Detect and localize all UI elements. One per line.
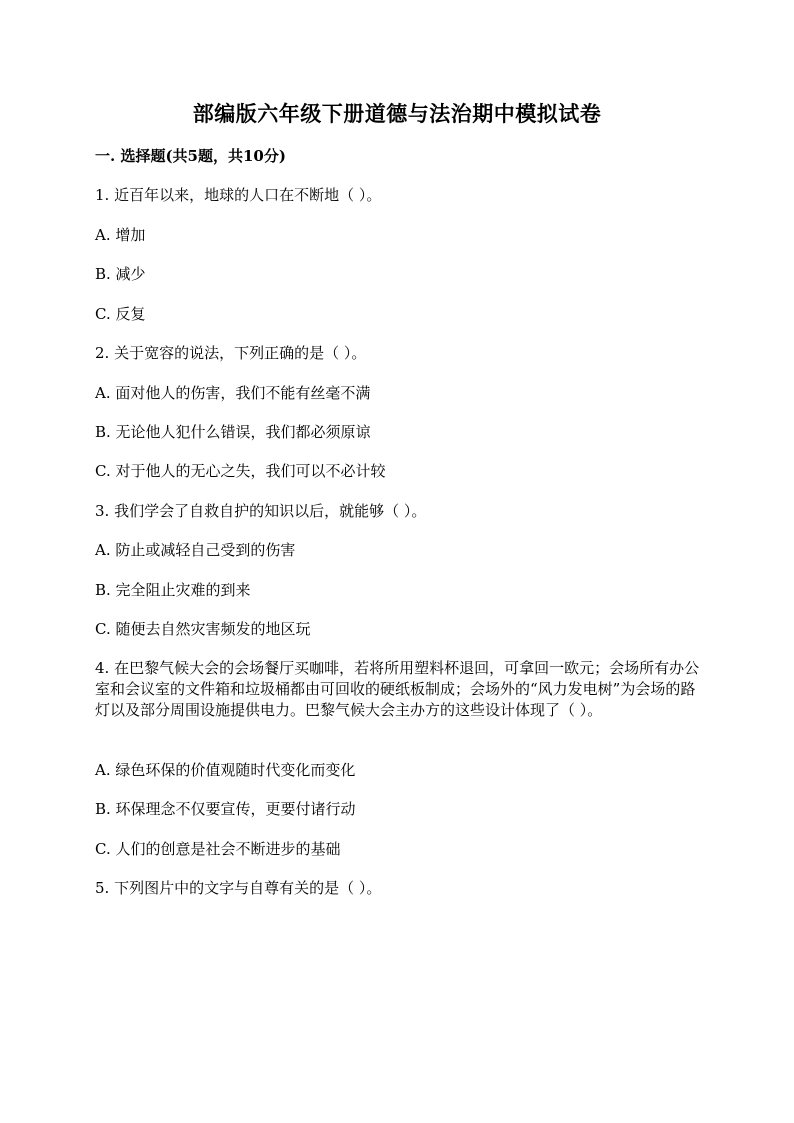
question-1-option-b: B. 减少 [95,265,146,283]
question-3-option-a: A. 防止或减轻自己受到的伤害 [95,541,296,559]
page-title: 部编版六年级下册道德与法治期中模拟试卷 [192,101,602,126]
question-5-stem: 5. 下列图片中的文字与自尊有关的是（ ）。 [95,879,382,897]
question-4-option-a: A. 绿色环保的价值观随时代变化而变化 [95,761,356,779]
question-1-option-c: C. 反复 [95,305,146,323]
question-3-option-b: B. 完全阻止灾难的到来 [95,581,251,599]
question-4-stem: 4. 在巴黎气候大会的会场餐厅买咖啡，若将所用塑料杯退回，可拿回一欧元；会场所有办公室和会议室的文件箱和垃圾桶都由可回收的硬纸板制成；会场外的“风力发电树”为会场的路灯以及部分周围设施提供电力。巴黎气候大会主办方的这些设计体现了（ ）。 [95,659,700,719]
question-2-stem: 2. 关于宽容的说法，下列正确的是（ ）。 [95,344,367,362]
question-2-option-a: A. 面对他人的伤害，我们不能有丝毫不满 [95,384,371,402]
section-heading: 一. 选择题(共5题，共10分) [95,147,286,165]
question-2-option-c: C. 对于他人的无心之失，我们可以不必计较 [95,462,386,480]
question-4-option-c: C. 人们的创意是社会不断进步的基础 [95,840,341,858]
question-1-stem: 1. 近百年以来，地球的人口在不断地（ ）。 [95,186,382,204]
question-4-option-b: B. 环保理念不仅要宣传，更要付诸行动 [95,800,356,818]
question-3-option-c: C. 随便去自然灾害频发的地区玩 [95,620,311,638]
question-2-option-b: B. 无论他人犯什么错误，我们都必须原谅 [95,423,371,441]
question-3-stem: 3. 我们学会了自救自护的知识以后，就能够（ ）。 [95,502,427,520]
question-1-option-a: A. 增加 [95,226,146,244]
